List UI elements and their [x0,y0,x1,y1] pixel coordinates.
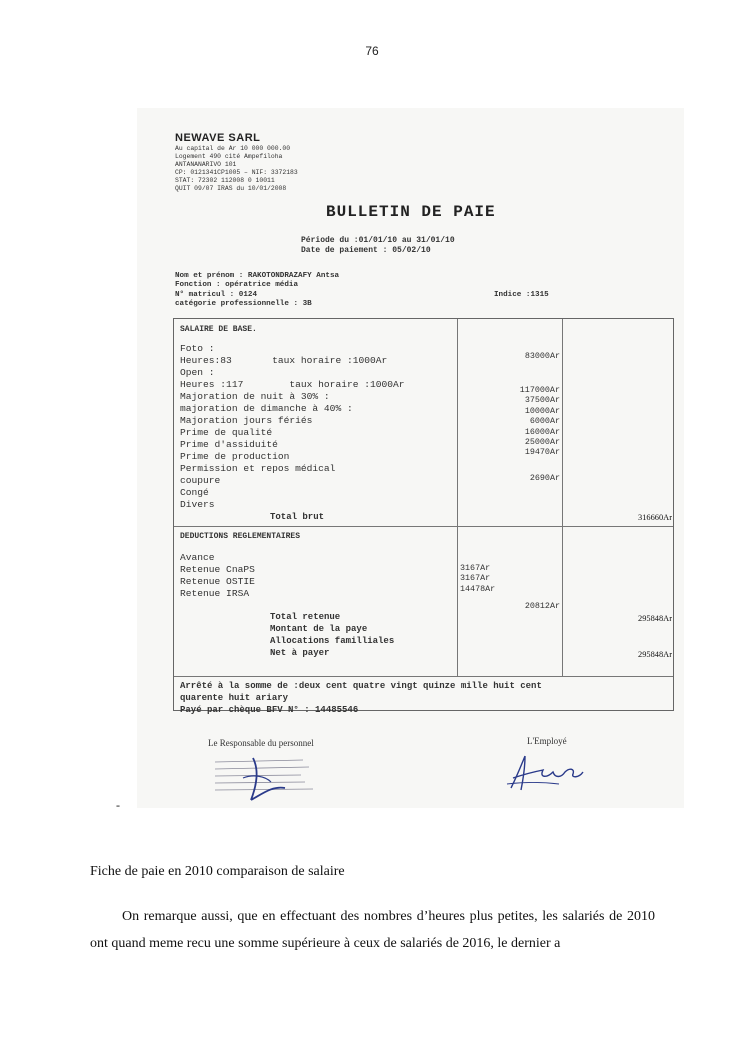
row-divider [174,526,673,527]
deduction-subtotal: 20812Ar [524,601,560,611]
dash-mark: - [116,798,120,812]
list-item: Foto : [180,343,215,354]
list-item: Prime de production [180,451,290,462]
employee-name: Nom et prénom : RAKOTONDRAZAFY Antsa [175,272,340,280]
company-line: STAT: 72302 112008 0 10011 [175,177,275,184]
allocations-label: Allocations familliales [270,636,395,646]
list-item: Retenue OSTIE [180,576,255,587]
company-line: ANTANANARIVO 101 [175,161,237,168]
company-stamp-icon [213,756,333,806]
payslip-title: BULLETIN DE PAIE [326,203,496,221]
list-item: Prime de qualité [180,427,273,438]
employee-signature-icon [503,748,593,793]
amount-in-words-cont: quarente huit ariary [180,693,289,703]
page-number: 76 [365,44,379,58]
amounts-column [468,385,560,458]
total-brut-label: Total brut [270,512,325,522]
list-item: Divers [180,499,215,510]
payment-date-line: Date de paiement : 05/02/10 [301,246,431,255]
list-item: Heures :117 taux horaire :1000Ar [180,379,405,390]
list-item: Avance [180,552,215,563]
deduction-amounts [460,563,495,594]
company-line: QUIT 09/07 IRAS du 10/01/2008 [175,185,287,192]
company-header [175,132,298,193]
list-item: Prime d'assiduité [180,439,278,450]
list-item: Retenue CnaPS [180,564,255,575]
list-item: Retenue IRSA [180,588,250,599]
payslip-footer [180,680,542,716]
amount-value: 10000Ar [524,405,560,416]
total-brut-value: 316660Ar [638,513,672,522]
deductions-title: DEDUCTIONS REGLEMENTAIRES [180,532,301,541]
company-line: Logement 490 cité Ampefiloha [175,153,283,160]
payslip-table [173,318,674,715]
list-item: Permission et repos médical [180,463,336,474]
amount-value: 3167Ar [460,563,491,573]
figure-caption: Fiche de paie en 2010 comparaison de salaire [90,864,345,879]
list-item: Majoration jours fériés [180,415,313,426]
salaire-base-items [180,343,405,511]
total-retenue-value: 295848Ar [638,614,672,623]
amount-value: 25000Ar [524,437,560,448]
amount-value: 19470Ar [524,447,560,458]
period-line: Période du :01/01/10 au 31/01/10 [301,236,455,245]
cheque-line: Payé par chèque BFV N° : 14485546 [180,705,359,715]
employe-label: L'Employé [527,736,567,746]
list-item: Open : [180,367,215,378]
list-item: Congé [180,487,209,498]
employee-indice: Indice :1315 [494,291,549,299]
employee-info [175,272,339,310]
amount-value: 117000Ar [519,385,560,395]
payslip-scan [137,108,684,808]
company-line: CP: 0121341CP1005 – NIF: 3372183 [175,169,298,176]
employee-function: Fonction : opératrice média [175,281,299,290]
company-name: NEWAVE SARL [175,132,261,144]
payslip-period [301,236,455,256]
salaire-base-title: SALAIRE DE BASE. [180,325,257,334]
list-item: majoration de dimanche à 40% : [180,403,353,414]
employee-matricule: N° matricul : 0124 [175,290,258,299]
amount-value: 37500Ar [524,395,560,406]
amount-in-words: Arrêté à la somme de :deux cent quatre vingt quinze mille huit cent [180,681,542,691]
amount-foto: 83000Ar [524,351,560,361]
body-paragraph: On remarque aussi, que en effectuant des nombres d’heures plus petites, les salariés de 2010 ont quand meme recu une somme supérieure à ceux de salariés de 2016, le dernier a [90,909,655,951]
montant-paye-label: Montant de la paye [270,624,368,634]
amount-value: 3167Ar [460,573,491,584]
column-divider [457,319,458,676]
column-divider [562,319,563,676]
net-value: 295848Ar [638,650,672,659]
row-divider [174,676,673,677]
amount-coupure: 2690Ar [529,473,560,483]
company-line: Au capital de Ar 10 000 000.00 [175,145,291,152]
list-item: Majoration de nuit à 30% : [180,391,330,402]
net-a-payer-label: Net à payer [270,648,330,658]
amount-value: 6000Ar [529,416,560,427]
list-item: coupure [180,475,221,486]
amount-value: 16000Ar [524,426,560,437]
total-retenue-label: Total retenue [270,612,341,622]
deduction-summary [270,611,394,659]
responsable-label: Le Responsable du personnel [208,738,314,748]
amount-value: 14478Ar [460,583,496,594]
employee-category: catégorie professionnelle : 3B [175,300,312,309]
deductions-items [180,552,255,600]
list-item: Heures:83 taux horaire :1000Ar [180,355,388,366]
